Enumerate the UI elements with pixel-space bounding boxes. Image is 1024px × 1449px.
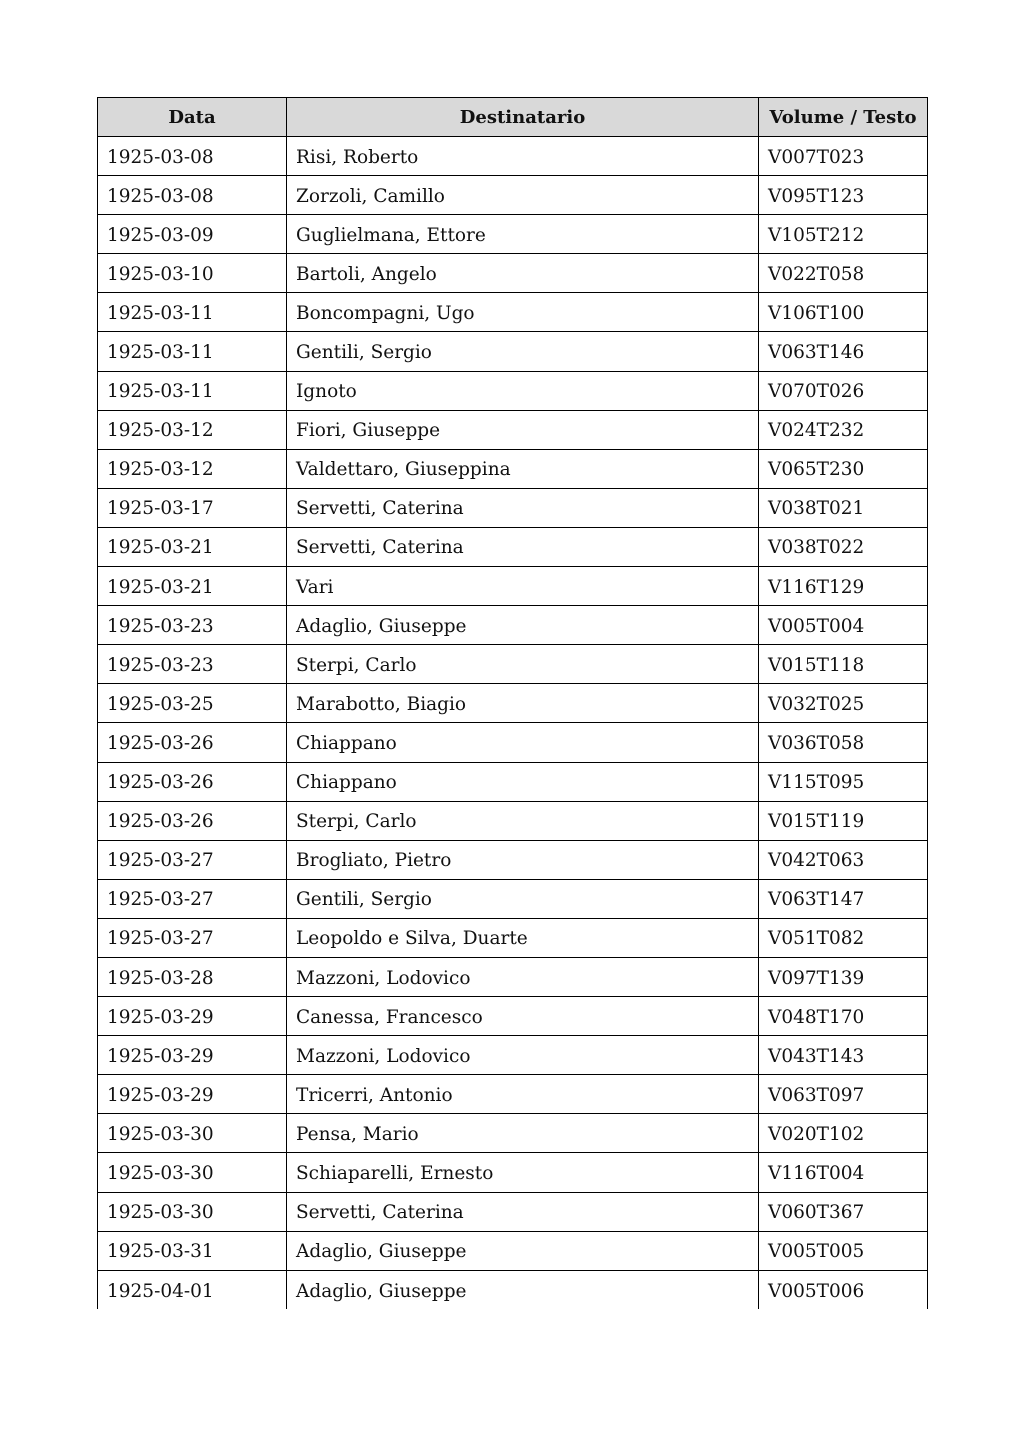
cell-recipient: Valdettaro, Giuseppina [287,449,759,488]
cell-volume-text: V065T230 [759,449,928,488]
cell-volume-text: V038T021 [759,488,928,527]
table-row [98,762,928,801]
cell-recipient: Mazzoni, Lodovico [287,1036,759,1075]
table-row [98,723,928,762]
cell-date: 1925-03-27 [98,879,287,918]
cell-volume-text: V051T082 [759,918,928,957]
cell-recipient: Marabotto, Biagio [287,684,759,723]
cell-date: 1925-03-29 [98,997,287,1036]
cell-recipient: Brogliato, Pietro [287,840,759,879]
cell-volume-text: V043T143 [759,1036,928,1075]
cell-date: 1925-03-29 [98,1036,287,1075]
cell-volume-text: V115T095 [759,762,928,801]
table-body [98,137,928,1310]
cell-date: 1925-03-10 [98,254,287,293]
cell-recipient: Gentili, Sergio [287,332,759,371]
cell-date: 1925-03-31 [98,1231,287,1270]
cell-date: 1925-03-25 [98,684,287,723]
cell-volume-text: V070T026 [759,371,928,410]
cell-date: 1925-03-26 [98,801,287,840]
cell-recipient: Zorzoli, Camillo [287,176,759,215]
cell-date: 1925-03-27 [98,918,287,957]
table-row [98,215,928,254]
table-row [98,1231,928,1270]
cell-recipient: Chiappano [287,762,759,801]
cell-volume-text: V060T367 [759,1192,928,1231]
table-row [98,567,928,606]
letters-table [97,97,928,1309]
cell-recipient: Adaglio, Giuseppe [287,606,759,645]
table-row [98,918,928,957]
table-row [98,879,928,918]
table-row [98,684,928,723]
cell-date: 1925-03-12 [98,449,287,488]
cell-date: 1925-03-11 [98,371,287,410]
cell-date: 1925-03-21 [98,527,287,566]
table-row [98,527,928,566]
table-row [98,1075,928,1114]
cell-volume-text: V038T022 [759,527,928,566]
cell-recipient: Pensa, Mario [287,1114,759,1153]
cell-volume-text: V007T023 [759,137,928,176]
cell-date: 1925-03-28 [98,957,287,996]
table-row [98,1036,928,1075]
table-row [98,997,928,1036]
table-row [98,332,928,371]
header-row [98,98,928,137]
cell-date: 1925-04-01 [98,1270,287,1309]
cell-recipient: Tricerri, Antonio [287,1075,759,1114]
cell-recipient: Boncompagni, Ugo [287,293,759,332]
cell-recipient: Ignoto [287,371,759,410]
table-row [98,606,928,645]
cell-date: 1925-03-30 [98,1153,287,1192]
cell-volume-text: V024T232 [759,410,928,449]
table-header [98,98,928,137]
cell-date: 1925-03-08 [98,137,287,176]
cell-volume-text: V042T063 [759,840,928,879]
cell-recipient: Chiappano [287,723,759,762]
cell-volume-text: V116T004 [759,1153,928,1192]
cell-volume-text: V015T119 [759,801,928,840]
table-row [98,410,928,449]
cell-recipient: Risi, Roberto [287,137,759,176]
cell-recipient: Vari [287,567,759,606]
table-row [98,176,928,215]
cell-recipient: Servetti, Caterina [287,1192,759,1231]
cell-volume-text: V095T123 [759,176,928,215]
cell-volume-text: V015T118 [759,645,928,684]
cell-recipient: Sterpi, Carlo [287,645,759,684]
table-row [98,645,928,684]
cell-volume-text: V063T097 [759,1075,928,1114]
header-recipient: Destinatario [287,98,759,137]
cell-recipient: Servetti, Caterina [287,527,759,566]
table-row [98,488,928,527]
cell-date: 1925-03-21 [98,567,287,606]
cell-volume-text: V005T005 [759,1231,928,1270]
cell-volume-text: V105T212 [759,215,928,254]
cell-recipient: Bartoli, Angelo [287,254,759,293]
cell-date: 1925-03-09 [98,215,287,254]
cell-recipient: Sterpi, Carlo [287,801,759,840]
header-volume-text: Volume / Testo [759,98,928,137]
cell-volume-text: V048T170 [759,997,928,1036]
table-row [98,293,928,332]
cell-volume-text: V036T058 [759,723,928,762]
cell-recipient: Schiaparelli, Ernesto [287,1153,759,1192]
table-row [98,371,928,410]
cell-recipient: Adaglio, Giuseppe [287,1270,759,1309]
cell-volume-text: V005T004 [759,606,928,645]
cell-recipient: Mazzoni, Lodovico [287,957,759,996]
cell-date: 1925-03-26 [98,723,287,762]
table-row [98,801,928,840]
table-row [98,1192,928,1231]
cell-volume-text: V032T025 [759,684,928,723]
cell-volume-text: V097T139 [759,957,928,996]
cell-recipient: Gentili, Sergio [287,879,759,918]
table-row [98,1153,928,1192]
cell-recipient: Guglielmana, Ettore [287,215,759,254]
cell-recipient: Canessa, Francesco [287,997,759,1036]
table-row [98,840,928,879]
document-page [97,97,927,1309]
table-row [98,449,928,488]
cell-volume-text: V116T129 [759,567,928,606]
cell-date: 1925-03-30 [98,1192,287,1231]
table-row [98,254,928,293]
cell-date: 1925-03-30 [98,1114,287,1153]
table-row [98,957,928,996]
cell-volume-text: V063T147 [759,879,928,918]
header-date: Data [98,98,287,137]
cell-volume-text: V022T058 [759,254,928,293]
cell-date: 1925-03-27 [98,840,287,879]
table-row [98,1114,928,1153]
cell-date: 1925-03-12 [98,410,287,449]
cell-volume-text: V005T006 [759,1270,928,1309]
cell-volume-text: V020T102 [759,1114,928,1153]
cell-date: 1925-03-26 [98,762,287,801]
cell-date: 1925-03-17 [98,488,287,527]
cell-date: 1925-03-11 [98,293,287,332]
cell-date: 1925-03-23 [98,606,287,645]
cell-recipient: Leopoldo e Silva, Duarte [287,918,759,957]
cell-recipient: Adaglio, Giuseppe [287,1231,759,1270]
cell-date: 1925-03-23 [98,645,287,684]
cell-date: 1925-03-11 [98,332,287,371]
cell-recipient: Fiori, Giuseppe [287,410,759,449]
cell-date: 1925-03-29 [98,1075,287,1114]
table-row [98,1270,928,1309]
cell-recipient: Servetti, Caterina [287,488,759,527]
cell-date: 1925-03-08 [98,176,287,215]
table-row [98,137,928,176]
cell-volume-text: V106T100 [759,293,928,332]
cell-volume-text: V063T146 [759,332,928,371]
